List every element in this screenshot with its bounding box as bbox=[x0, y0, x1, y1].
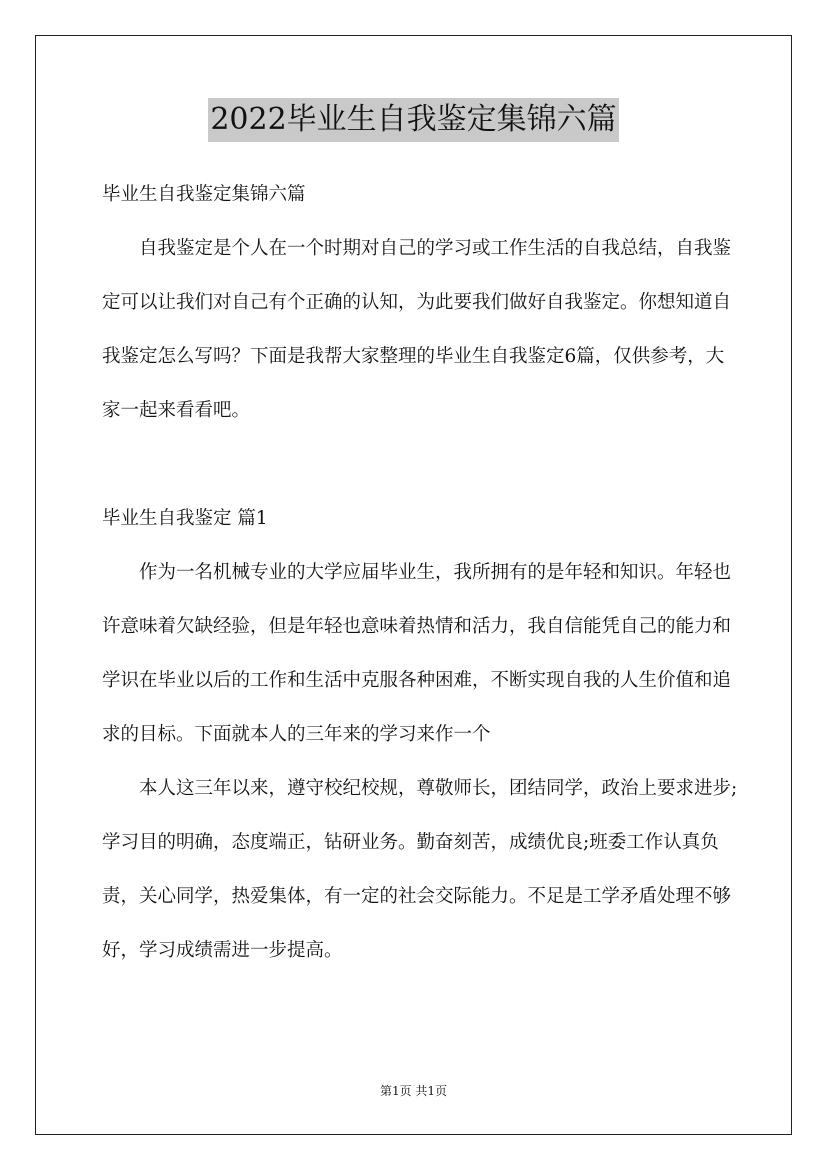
paragraph-gap bbox=[102, 438, 742, 492]
section-heading: 毕业生自我鉴定 篇1 bbox=[102, 508, 268, 529]
document-body bbox=[102, 168, 742, 978]
section-paragraph-2: 本人这三年以来，遵守校纪校规，尊敬师长，团结同学，政治上要求进步;学习目的明确，态度端正，钻研业务。勤奋刻苦，成绩优良;班委工作认真负责，关心同学，热爱集体，有一定的社会交际能力。不足是工学矛盾处理不够好，学习成绩需进一步提高。 bbox=[102, 778, 738, 961]
document-title: 2022毕业生自我鉴定集锦六篇 bbox=[208, 98, 618, 142]
section-paragraph-1: 作为一名机械专业的大学应届毕业生，我所拥有的是年轻和知识。年轻也许意味着欠缺经验，但是年轻也意味着热情和活力，我自信能凭自己的能力和学识在毕业以后的工作和生活中克服各种困难，不断实现自我的人生价值和追求的目标。下面就本人的三年来的学习来作一个 bbox=[102, 562, 732, 745]
document-subtitle: 毕业生自我鉴定集锦六篇 bbox=[102, 184, 306, 205]
title-container bbox=[0, 98, 827, 142]
page-footer: 第1页 共1页 bbox=[379, 1084, 448, 1098]
intro-paragraph: 自我鉴定是个人在一个时期对自己的学习或工作生活的自我总结，自我鉴定可以让我们对自己有个正确的认知，为此要我们做好自我鉴定。你想知道自我鉴定怎么写吗？下面是我帮大家整理的毕业生自我鉴定6篇，仅供参考，大家一起来看看吧。 bbox=[102, 238, 732, 421]
